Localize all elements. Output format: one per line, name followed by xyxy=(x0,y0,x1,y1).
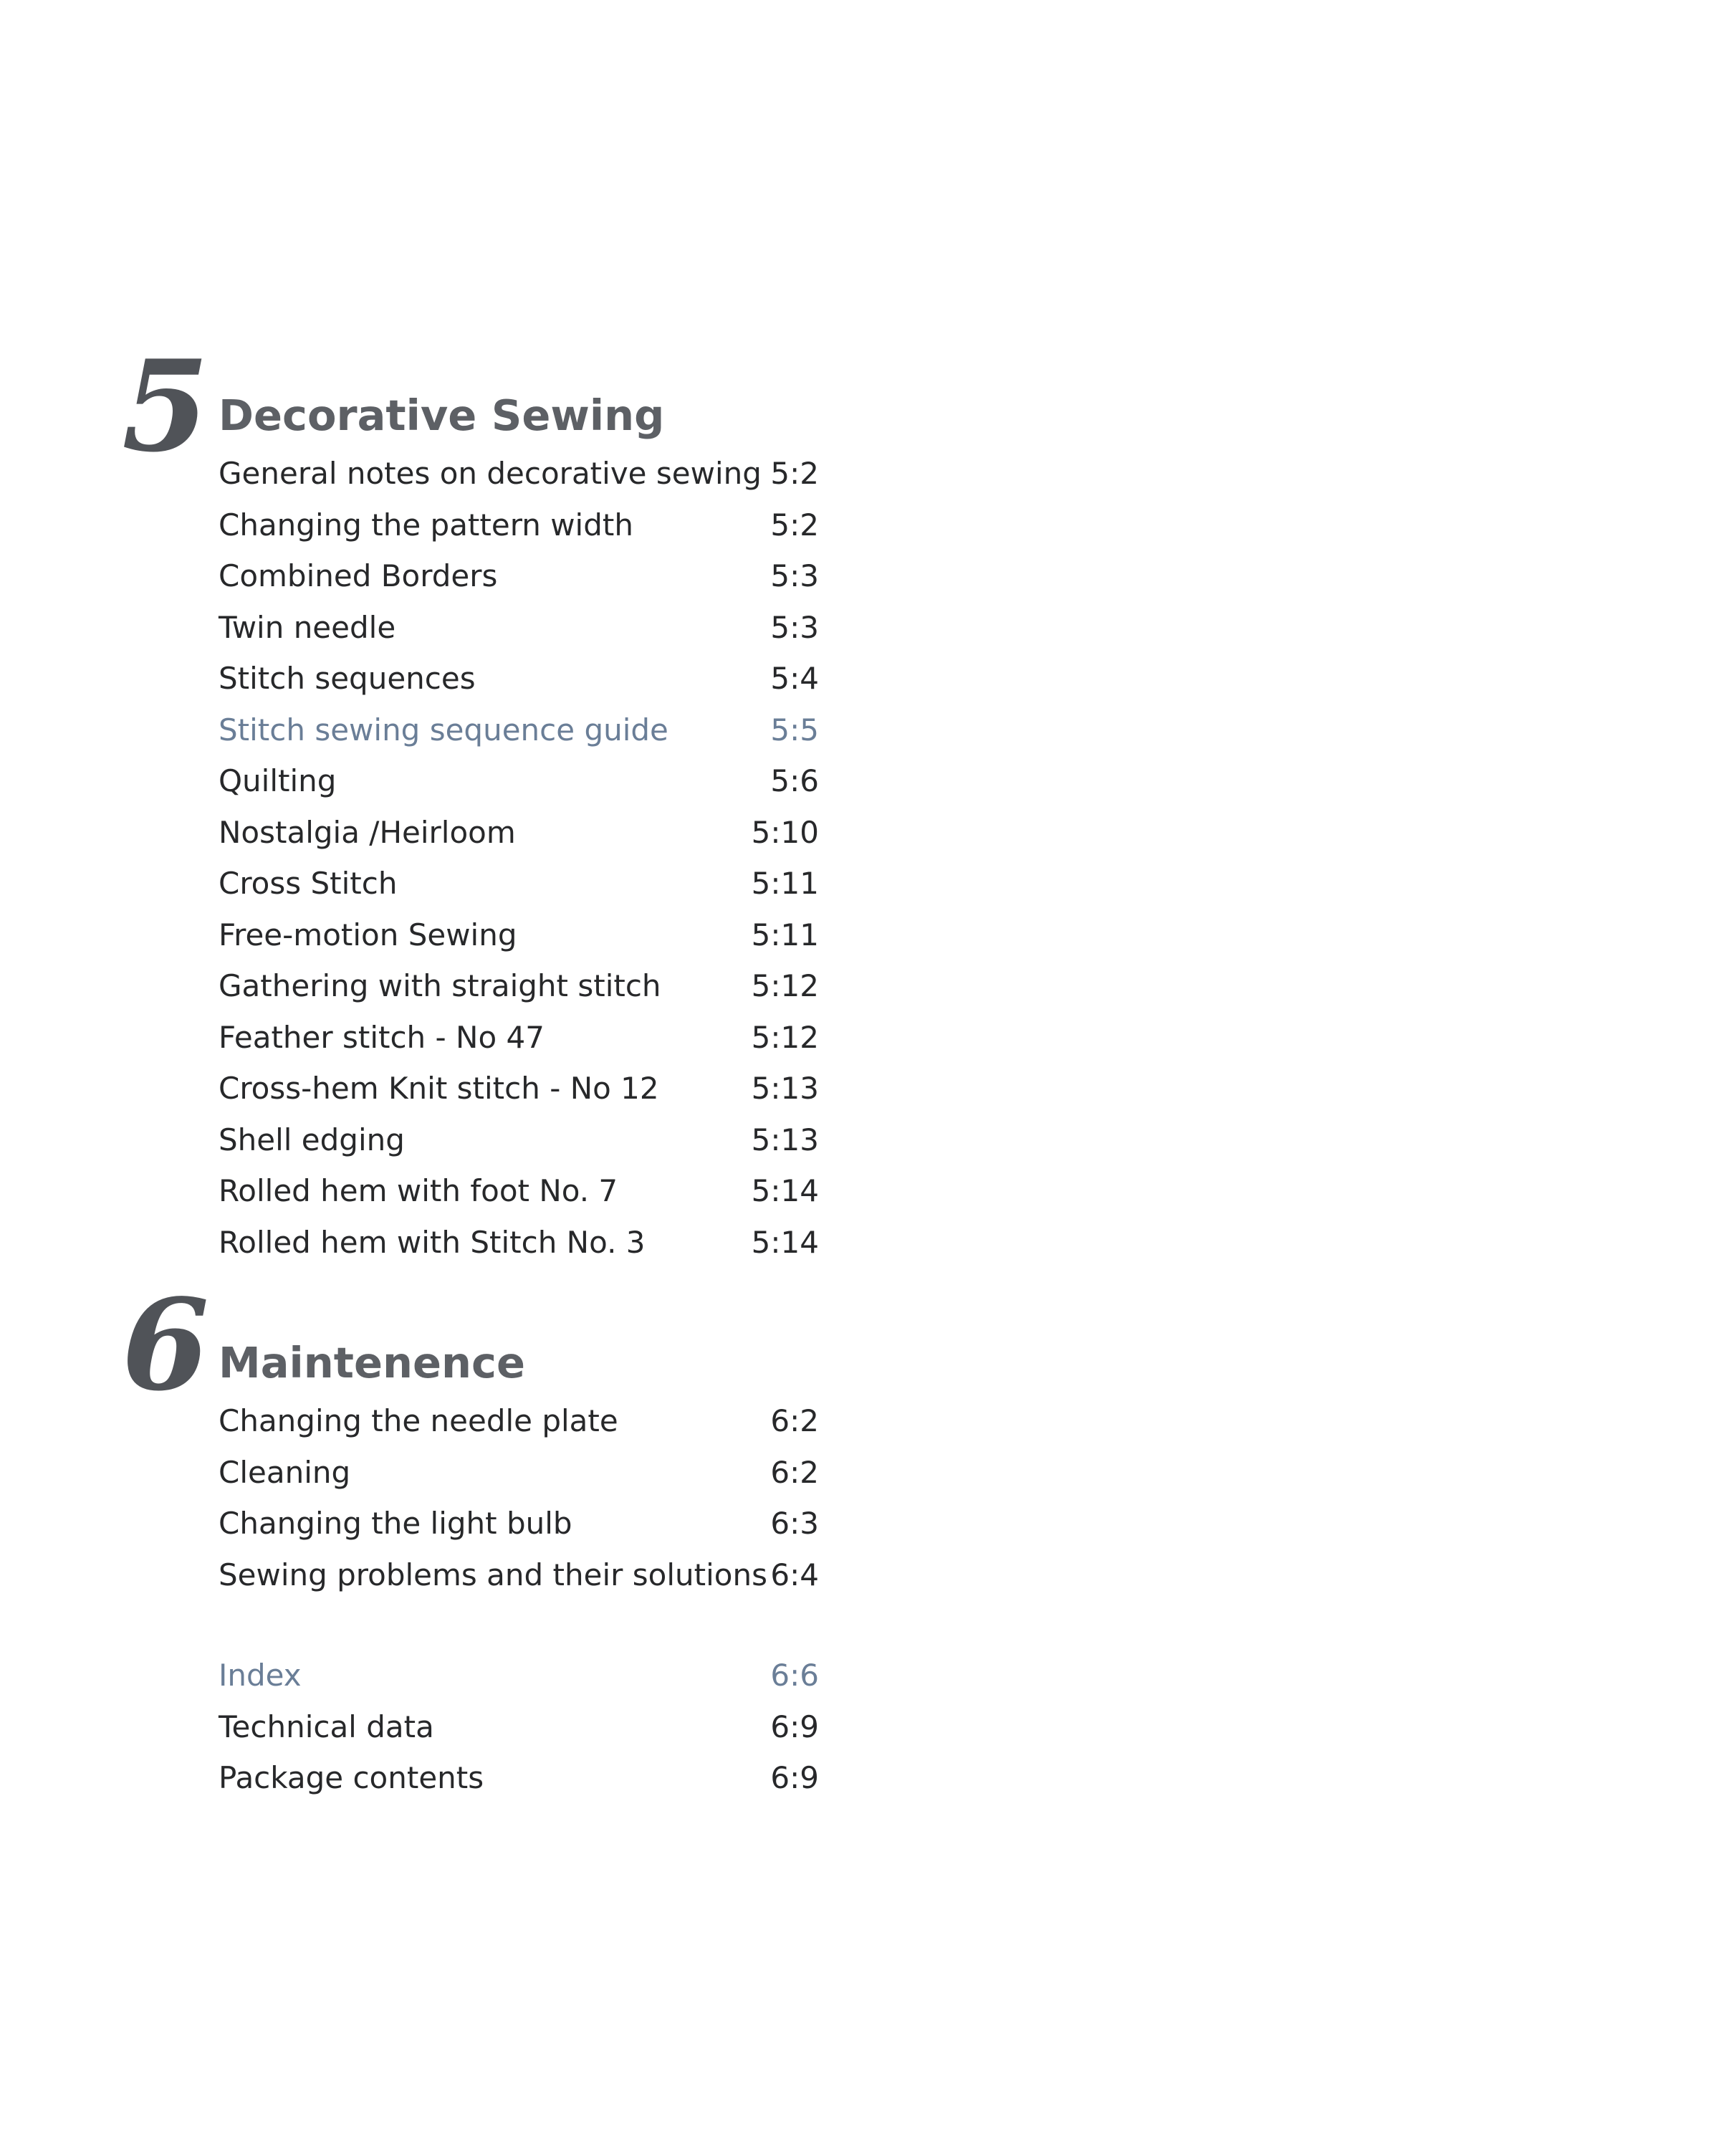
toc-entry-label: Nostalgia /Heirloom xyxy=(219,814,516,850)
toc-entry-label: Feather stitch - No 47 xyxy=(219,1019,545,1055)
toc-entry-page: 5:14 xyxy=(751,1173,819,1208)
toc-entry[interactable] xyxy=(219,1549,819,1601)
toc-entry-page: 5:2 xyxy=(770,507,819,543)
toc-entry[interactable] xyxy=(219,1114,819,1166)
toc-entry-page: 5:3 xyxy=(770,609,819,645)
toc-entry[interactable] xyxy=(219,653,819,704)
toc-entry-label: Sewing problems and their solutions xyxy=(219,1557,767,1592)
toc-entry[interactable] xyxy=(219,1447,819,1499)
toc-entry-label: Twin needle xyxy=(219,609,396,645)
toc-entry-page: 5:11 xyxy=(751,917,819,952)
toc-entry-page: 5:10 xyxy=(751,814,819,850)
toc-list xyxy=(219,1395,819,1600)
toc-entry[interactable] xyxy=(219,1395,819,1447)
toc-entry-label: Shell edging xyxy=(219,1122,405,1157)
toc-entry[interactable] xyxy=(219,550,819,602)
toc-entry-page: 5:6 xyxy=(770,763,819,798)
toc-entry-label: Free-motion Sewing xyxy=(219,917,517,952)
toc-entry-label: Cross-hem Knit stitch - No 12 xyxy=(219,1071,659,1106)
toc-entry-label: Cross Stitch xyxy=(219,866,398,901)
toc-entry-page: 6:4 xyxy=(770,1557,819,1592)
toc-entry[interactable] xyxy=(219,807,819,859)
toc-entry[interactable] xyxy=(219,1063,819,1114)
toc-entry[interactable] xyxy=(219,1012,819,1064)
toc-entry-label: Combined Borders xyxy=(219,558,498,593)
toc-list xyxy=(219,1650,819,1804)
toc-entry-label: Technical data xyxy=(219,1709,434,1744)
toc-entry-page: 5:2 xyxy=(770,456,819,491)
toc-entry-page: 5:13 xyxy=(751,1122,819,1157)
toc-entry[interactable] xyxy=(219,1217,819,1268)
toc-entry-page: 5:14 xyxy=(751,1224,819,1260)
toc-entry[interactable] xyxy=(219,500,819,551)
toc-entry-label: Cleaning xyxy=(219,1454,351,1490)
toc-entry-page: 6:2 xyxy=(770,1454,819,1490)
toc-entry-label: Changing the light bulb xyxy=(219,1506,572,1541)
chapter-number: 6 xyxy=(122,1272,206,1419)
toc-entry-label: Changing the needle plate xyxy=(219,1403,618,1438)
chapter-number: 5 xyxy=(122,333,206,480)
toc-entry[interactable] xyxy=(219,858,819,909)
toc-entry[interactable] xyxy=(219,755,819,807)
toc-entry[interactable] xyxy=(219,448,819,500)
toc-entry-page: 6:2 xyxy=(770,1403,819,1438)
toc-entry[interactable] xyxy=(219,909,819,961)
toc-entry-label: Gathering with straight stitch xyxy=(219,968,661,1003)
toc-entry-label: General notes on decorative sewing xyxy=(219,456,762,491)
toc-entry-page: 5:12 xyxy=(751,1019,819,1055)
toc-entry-highlighted[interactable] xyxy=(219,704,819,756)
toc-entry-label: Rolled hem with Stitch No. 3 xyxy=(219,1224,646,1260)
toc-list xyxy=(219,448,819,1268)
toc-entry[interactable] xyxy=(219,1752,819,1804)
toc-entry[interactable] xyxy=(219,602,819,654)
toc-entry-page: 5:12 xyxy=(751,968,819,1003)
toc-entry-label: Quilting xyxy=(219,763,337,798)
chapter-title: Maintenence xyxy=(219,1338,525,1387)
toc-entry-page: 5:5 xyxy=(770,712,819,747)
toc-entry[interactable] xyxy=(219,1498,819,1549)
toc-entry-page: 6:9 xyxy=(770,1709,819,1744)
toc-entry-label: Stitch sewing sequence guide xyxy=(219,712,668,747)
toc-entry-page: 5:13 xyxy=(751,1071,819,1106)
toc-entry-page: 6:9 xyxy=(770,1760,819,1795)
toc-entry-page: 6:3 xyxy=(770,1506,819,1541)
toc-entry-page: 6:6 xyxy=(770,1658,819,1693)
toc-entry-label: Rolled hem with foot No. 7 xyxy=(219,1173,618,1208)
toc-entry-label: Index xyxy=(219,1658,302,1693)
toc-entry[interactable] xyxy=(219,960,819,1012)
toc-entry-label: Stitch sequences xyxy=(219,661,476,696)
toc-entry-label: Package contents xyxy=(219,1760,484,1795)
toc-entry[interactable] xyxy=(219,1165,819,1217)
chapter-title: Decorative Sewing xyxy=(219,391,665,440)
toc-entry-page: 5:11 xyxy=(751,866,819,901)
toc-entry-highlighted[interactable] xyxy=(219,1650,819,1701)
toc-entry-page: 5:3 xyxy=(770,558,819,593)
toc-entry-label: Changing the pattern width xyxy=(219,507,633,543)
toc-entry[interactable] xyxy=(219,1701,819,1753)
toc-entry-page: 5:4 xyxy=(770,661,819,696)
